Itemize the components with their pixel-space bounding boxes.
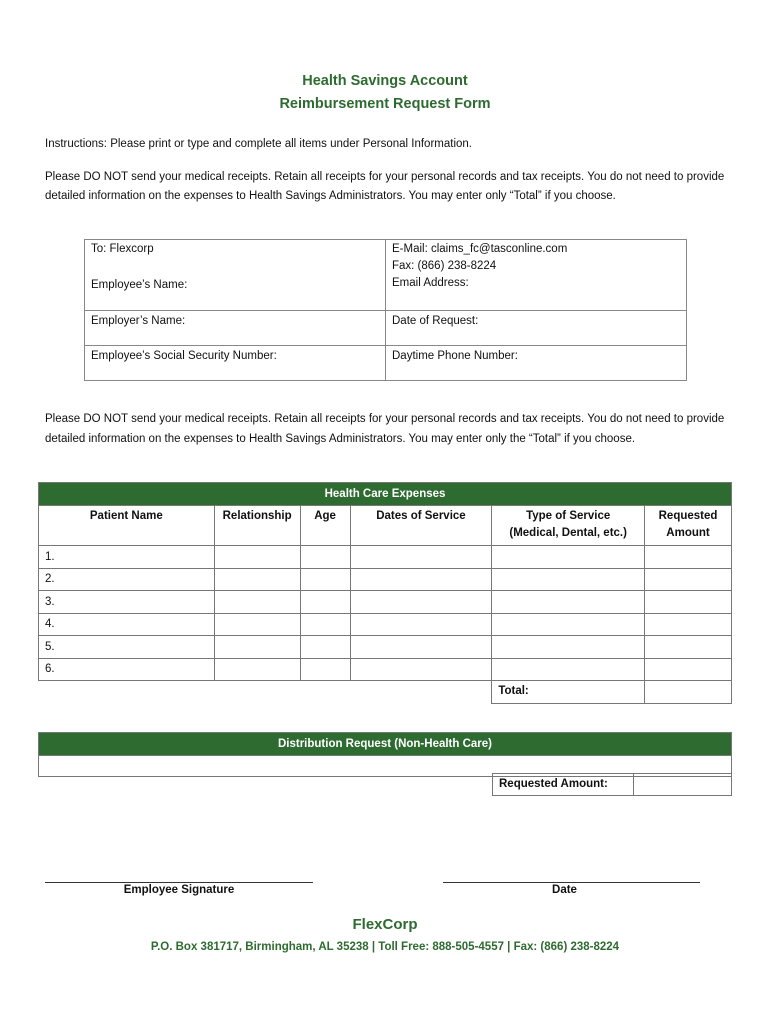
distribution-heading: Distribution Request (Non-Health Care) (39, 733, 732, 756)
dates-cell[interactable] (350, 636, 492, 659)
type-cell[interactable] (492, 636, 645, 659)
table-row (39, 636, 732, 659)
relationship-cell[interactable] (214, 546, 300, 569)
email-address-field: Email Address: (392, 277, 469, 289)
patient-cell[interactable]: 5. (39, 636, 215, 659)
employer-name-field[interactable] (85, 311, 386, 346)
patient-cell[interactable]: 3. (39, 591, 215, 614)
ssn-label: Employee’s Social Security Number: (91, 350, 277, 362)
form-title-line1: Health Savings Account (302, 73, 468, 89)
email-line: E-Mail: claims_fc@tasconline.com (392, 243, 568, 255)
type-cell[interactable] (492, 613, 645, 636)
employee-signature-label: Employee Signature (123, 884, 235, 896)
patient-cell[interactable]: 4. (39, 613, 215, 636)
dates-cell[interactable] (350, 546, 492, 569)
distribution-request-table (38, 732, 732, 777)
age-cell[interactable] (300, 658, 350, 681)
instructions-text: Instructions: Please print or type and complete all items under Personal Information. (45, 138, 472, 150)
form-title (0, 70, 770, 116)
col-amount-line1: Requested (658, 510, 718, 522)
type-cell[interactable] (492, 591, 645, 614)
relationship-cell[interactable] (214, 591, 300, 614)
total-spacer (39, 681, 492, 704)
date-of-request-field[interactable] (386, 311, 687, 346)
employee-signature-line[interactable] (45, 882, 313, 883)
relationship-cell[interactable] (214, 613, 300, 636)
date-label: Date (552, 884, 577, 896)
amount-cell[interactable] (645, 613, 732, 636)
footer-company: FlexCorp (352, 916, 418, 933)
col-dates-of-service: Dates of Service (350, 506, 492, 546)
age-cell[interactable] (300, 568, 350, 591)
col-type-of-service (492, 506, 645, 546)
relationship-cell[interactable] (214, 658, 300, 681)
requested-amount-input[interactable] (634, 774, 732, 796)
table-row (39, 613, 732, 636)
notice-bottom: Please DO NOT send your medical receipts. Retain all receipts for your personal records and tax receipts. You do not need to provide detailed information on the expenses to Health Savings Administrators. You may enter only the “Total” if you choose. (45, 413, 725, 445)
col-requested-amount (645, 506, 732, 546)
type-cell[interactable] (492, 658, 645, 681)
dates-cell[interactable] (350, 568, 492, 591)
requested-amount-table (492, 773, 732, 796)
relationship-cell[interactable] (214, 636, 300, 659)
date-line[interactable] (443, 882, 700, 883)
type-cell[interactable] (492, 568, 645, 591)
form-title-line2: Reimbursement Request Form (279, 96, 491, 112)
ssn-field[interactable] (85, 346, 386, 381)
amount-cell[interactable] (645, 636, 732, 659)
amount-cell[interactable] (645, 591, 732, 614)
employee-name-field: Employee’s Name: (91, 279, 188, 291)
col-type-line2: (Medical, Dental, etc.) (509, 527, 627, 539)
daytime-phone-label: Daytime Phone Number: (392, 350, 518, 362)
daytime-phone-field[interactable] (386, 346, 687, 381)
col-age: Age (300, 506, 350, 546)
requested-amount-label: Requested Amount: (493, 774, 634, 796)
amount-cell[interactable] (645, 546, 732, 569)
employer-name-label: Employer’s Name: (91, 315, 186, 327)
notice-top: Please DO NOT send your medical receipts. Retain all receipts for your personal records and tax receipts. You do not need to provide detailed information on the expenses to Health Savings Administrators. You may enter only “Total” if you choose. (45, 171, 725, 202)
table-row (39, 658, 732, 681)
patient-cell[interactable]: 1. (39, 546, 215, 569)
table-row (39, 568, 732, 591)
health-care-expenses-table (38, 482, 732, 704)
date-of-request-label: Date of Request: (392, 315, 479, 327)
total-amount-cell[interactable] (645, 681, 732, 704)
type-cell[interactable] (492, 546, 645, 569)
amount-cell[interactable] (645, 568, 732, 591)
personal-info-table (84, 239, 687, 381)
fax-line: Fax: (866) 238-8224 (392, 260, 497, 272)
age-cell[interactable] (300, 546, 350, 569)
table-row (39, 591, 732, 614)
to-flexcorp: To: Flexcorp (91, 243, 154, 255)
dates-cell[interactable] (350, 591, 492, 614)
patient-cell[interactable]: 2. (39, 568, 215, 591)
col-type-line1: Type of Service (526, 510, 611, 522)
col-relationship: Relationship (214, 506, 300, 546)
total-label: Total: (492, 681, 645, 704)
expenses-heading: Health Care Expenses (39, 483, 732, 506)
footer-address: P.O. Box 381717, Birmingham, AL 35238 | Toll Free: 888-505-4557 | Fax: (866) 238-8224 (150, 941, 620, 953)
info-cell-right-1[interactable] (386, 240, 687, 311)
age-cell[interactable] (300, 636, 350, 659)
col-amount-line2: Amount (666, 527, 710, 539)
relationship-cell[interactable] (214, 568, 300, 591)
age-cell[interactable] (300, 613, 350, 636)
age-cell[interactable] (300, 591, 350, 614)
patient-cell[interactable]: 6. (39, 658, 215, 681)
info-cell-left-1[interactable] (85, 240, 386, 311)
table-row (39, 546, 732, 569)
dates-cell[interactable] (350, 613, 492, 636)
dates-cell[interactable] (350, 658, 492, 681)
amount-cell[interactable] (645, 658, 732, 681)
col-patient-name: Patient Name (39, 506, 215, 546)
